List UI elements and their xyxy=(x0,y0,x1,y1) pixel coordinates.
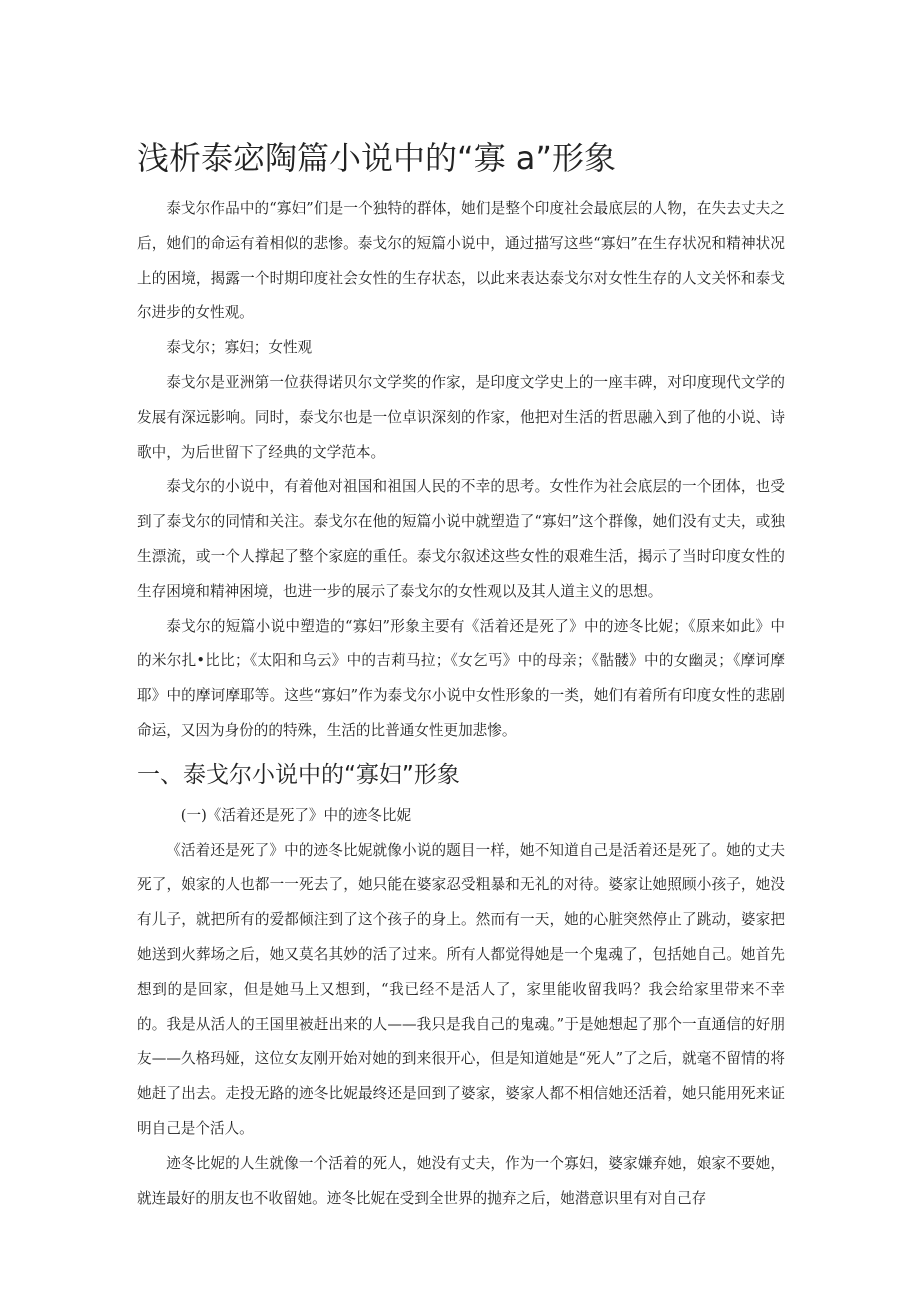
document-body xyxy=(137,192,785,1216)
section-paragraph-2: 迹冬比妮的人生就像一个活着的死人，她没有丈夫，作为一个寡妇，婆家嫌弃她，娘家不要她，就连最好的朋友也不收留她。迹冬比妮在受到全世界的抛弃之后，她潜意识里有对自己存 xyxy=(137,1154,785,1207)
intro-paragraph-3: 泰戈尔的短篇小说中塑造的“寡妇”形象主要有《活着还是死了》中的迹冬比妮；《原来如此》中的米尔扎•比比；《太阳和乌云》中的吉莉马拉；《女乞丐》中的母亲；《骷髅》中的女幽灵；《摩诃摩耶》中的摩诃摩耶等。这些“寡妇”作为泰戈尔小说中女性形象的一类，她们有着所有印度女性的悲剧命运，又因为身份的的特殊，生活的比普通女性更加悲惨。 xyxy=(137,617,785,739)
intro-paragraph-2: 泰戈尔的小说中，有着他对祖国和祖国人民的不幸的思考。女性作为社会底层的一个团体，也受到了泰戈尔的同情和关注。泰戈尔在他的短篇小说中就塑造了“寡妇”这个群像，她们没有丈夫，或独生漂流，或一个人撑起了整个家庭的重任。泰戈尔叙述这些女性的艰难生活，揭示了当时印度女性的生存困境和精神困境，也进一步的展示了泰戈尔的女性观以及其人道主义的思想。 xyxy=(137,478,785,600)
keywords-line: 泰戈尔；寡妇；女性观 xyxy=(166,339,313,357)
section-paragraph-1: 《活着还是死了》中的迹冬比妮就像小说的题目一样，她不知道自己是活着还是死了。她的丈夫死了，娘家的人也都一一死去了，她只能在婆家忍受粗暴和无礼的对待。婆家让她照顾小孩子，她没有儿子，就把所有的爱都倾注到了这个孩子的身上。然而有一天，她的心脏突然停止了跳动，婆家把她送到火葬场之后，她又莫名其妙的活了过来。所有人都觉得她是一个鬼魂了，包括她自己。她首先想到的是回家，但是她马上又想到，“我已经不是活人了，家里能收留我吗？我会给家里带来不幸的。我是从活人的王国里被赶出来的人——我只是我自己的鬼魂。”于是她想起了那个一直通信的好朋友——久格玛娅，这位女友刚开始对她的到来很开心，但是知道她是“死人”了之后，就毫不留情的将她赶了出去。走投无路的迹冬比妮最终还是回到了婆家，婆家人都不相信她还活着，她只能用死来证明自己是个活人。 xyxy=(137,841,785,1137)
document-title: 浅析泰宓陶篇小说中的“寡 a”形象 xyxy=(137,139,616,177)
abstract-paragraph: 泰戈尔作品中的“寡妇”们是一个独特的群体，她们是整个印度社会最底层的人物，在失去丈夫之后，她们的命运有着相似的悲惨。泰戈尔的短篇小说中，通过描写这些“寡妇”在生存状况和精神状况上的困境，揭露一个时期印度社会女性的生存状态，以此来表达泰戈尔对女性生存的人文关怀和泰戈尔进步的女性观。 xyxy=(137,200,785,322)
subsection-heading: (一)《活着还是死了》中的迹冬比妮 xyxy=(180,806,412,824)
section-heading: 一、泰戈尔小说中的“寡妇”形象 xyxy=(137,761,460,788)
intro-paragraph-1: 泰戈尔是亚洲第一位获得诺贝尔文学奖的作家，是印度文学史上的一座丰碑，对印度现代文学的发展有深远影响。同时，泰戈尔也是一位卓识深刻的作家，他把对生活的哲思融入到了他的小说、诗歌中，为后世留下了经典的文学范本。 xyxy=(137,373,785,461)
